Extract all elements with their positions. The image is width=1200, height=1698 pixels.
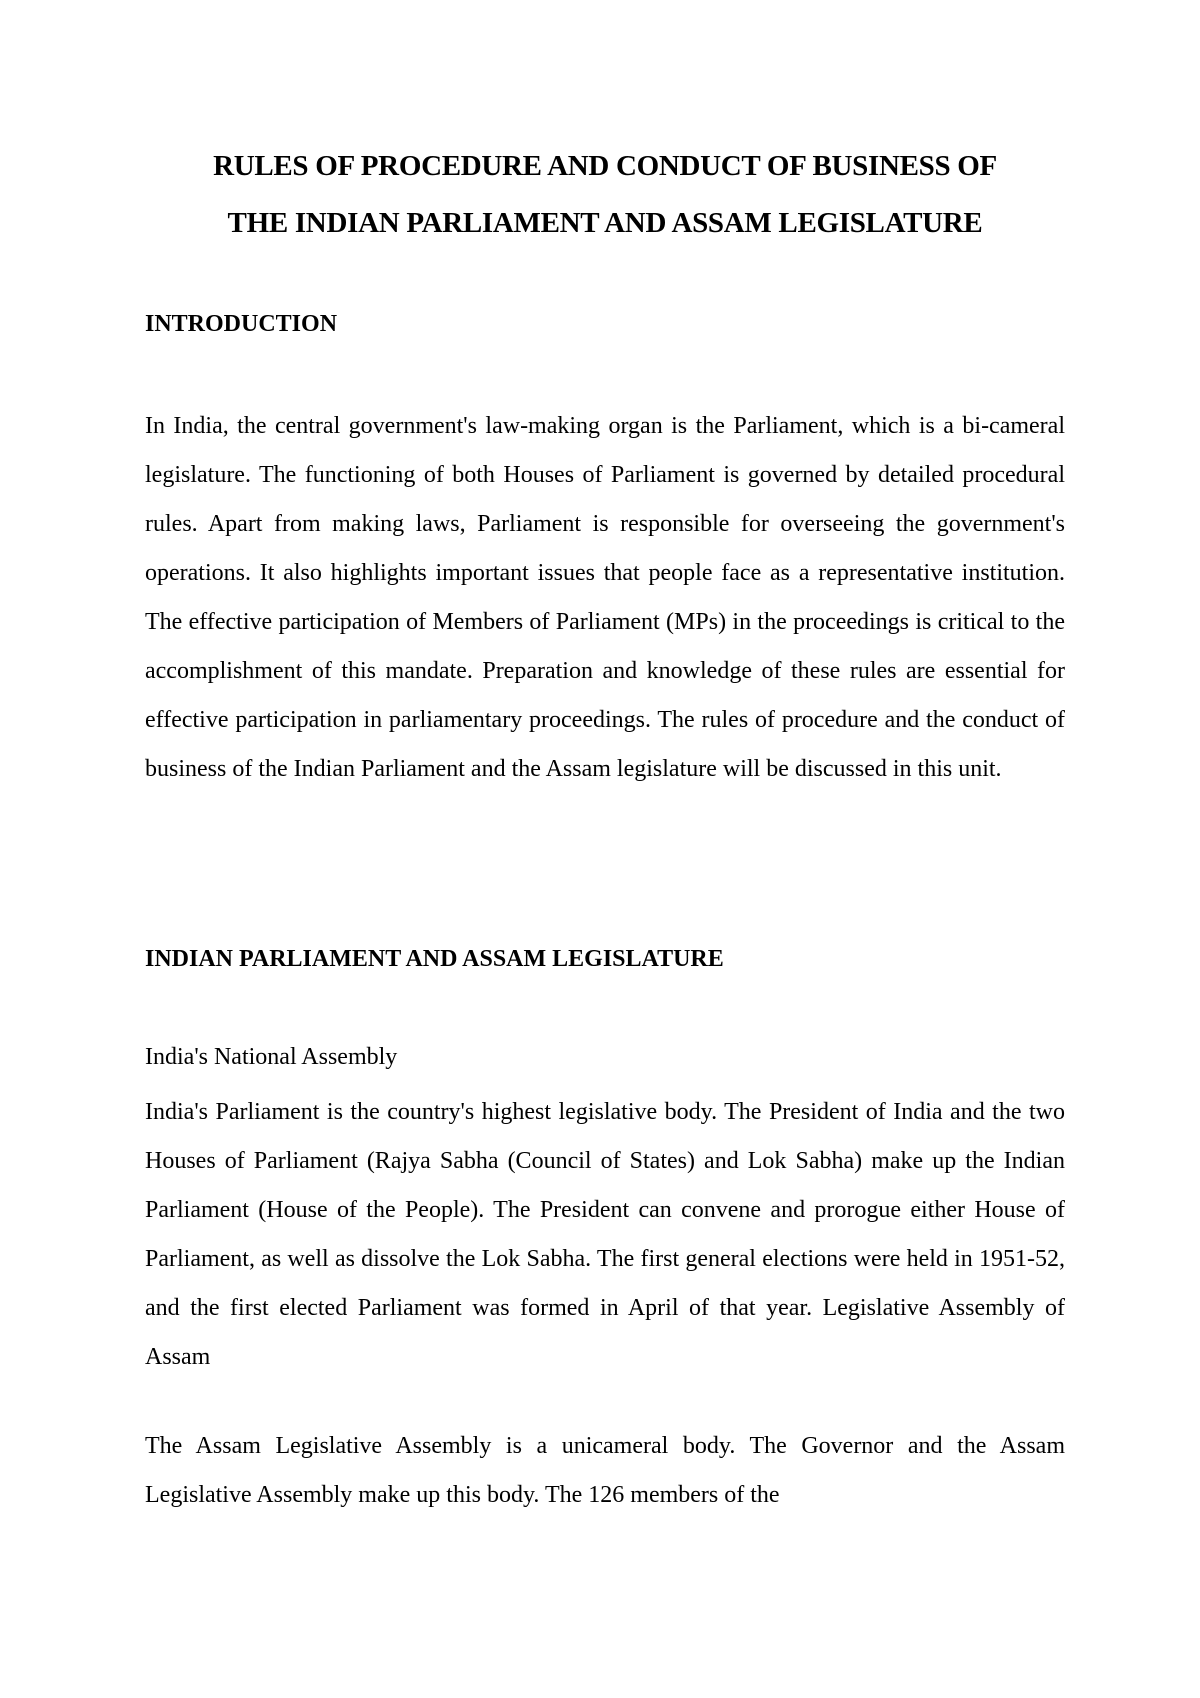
introduction-paragraph: In India, the central government's law-making organ is the Parliament, which is a bi-cameral legislature. The functioning of both Houses of Parliament is governed by detailed procedural rules. Apart from making laws, Parliament is responsible for overseeing the government's operations. It also highlights important issues that people face as a representative institution. The effective participation of Members of Parliament (MPs) in the proceedings is critical to the accomplishment of this mandate. Preparation and knowledge of these rules are essential for effective participation in parliamentary proceedings. The rules of procedure and the conduct of business of the Indian Parliament and the Assam legislature will be discussed in this unit. bbox=[145, 413, 1065, 782]
parliament-paragraph: India's Parliament is the country's highest legislative body. The President of India and the two Houses of Parliament (Rajya Sabha (Council of States) and Lok Sabha) make up the Indian Parliament (House of the People). The President can convene and prorogue either House of Parliament, as well as dissolve the Lok Sabha. The first general elections were held in 1951-52, and the first elected Parliament was formed in April of that year. Legislative Assembly of Assam bbox=[145, 1099, 1065, 1370]
document-title-line-2: THE INDIAN PARLIAMENT AND ASSAM LEGISLATURE bbox=[227, 207, 983, 239]
section-heading-parliament: INDIAN PARLIAMENT AND ASSAM LEGISLATURE bbox=[145, 946, 724, 972]
document-title-line-1: RULES OF PROCEDURE AND CONDUCT OF BUSINESS OF bbox=[213, 150, 997, 182]
section-heading-introduction: INTRODUCTION bbox=[145, 311, 338, 337]
assam-assembly-paragraph: The Assam Legislative Assembly is a unicameral body. The Governor and the Assam Legislative Assembly make up this body. The 126 members of the bbox=[145, 1433, 1065, 1508]
subheading-national-assembly: India's National Assembly bbox=[145, 1044, 398, 1070]
